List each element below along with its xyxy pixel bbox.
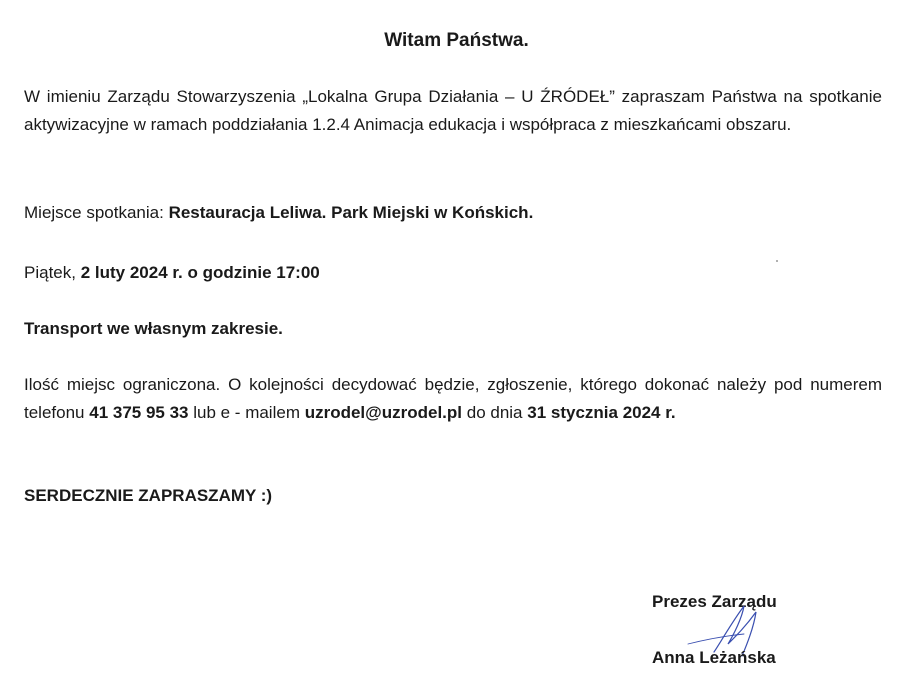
greeting-title: Witam Państwa. [384, 30, 529, 51]
meeting-place-value: Restauracja Leliwa. Park Miejski w Końskich. [168, 203, 534, 222]
intro-paragraph: W imieniu Zarządu Stowarzyszenia „Lokalna Grupa Działania – U ŹRÓDEŁ” zapraszam Państwa na spotkanie aktywizacyjne w ramach poddziałania 1.2.4 Animacja edukacja i współpraca z mieszkańcami obszaru. [24, 87, 882, 134]
meeting-place-label: Miejsce spotkania: [24, 203, 169, 222]
registration-text-1: Ilość miejsc ograniczona. O kolejności decydować będzie, zgłoszenie, którego dokonać należy pod numerem telefonu [24, 375, 882, 422]
meeting-day: Piątek, [24, 263, 81, 282]
phone-number: 41 375 95 33 [89, 403, 189, 422]
meeting-date [24, 259, 882, 287]
scan-speck [776, 260, 778, 262]
transport-note: Transport we własnym zakresie. [24, 319, 283, 338]
email-address: uzrodel@uzrodel.pl [304, 403, 463, 422]
signature-title: Prezes Zarządu [652, 592, 777, 611]
registration-text-3: do dnia [462, 403, 528, 422]
registration-deadline: 31 stycznia 2024 r. [527, 403, 676, 422]
meeting-place [24, 199, 882, 227]
registration-paragraph [24, 371, 882, 427]
closing-line: SERDECZNIE ZAPRASZAMY :) [24, 486, 273, 505]
signature-name: Anna Leżańska [652, 648, 776, 667]
registration-text-2: lub e - mailem [188, 403, 305, 422]
meeting-date-value: 2 luty 2024 r. o godzinie 17:00 [80, 263, 320, 282]
